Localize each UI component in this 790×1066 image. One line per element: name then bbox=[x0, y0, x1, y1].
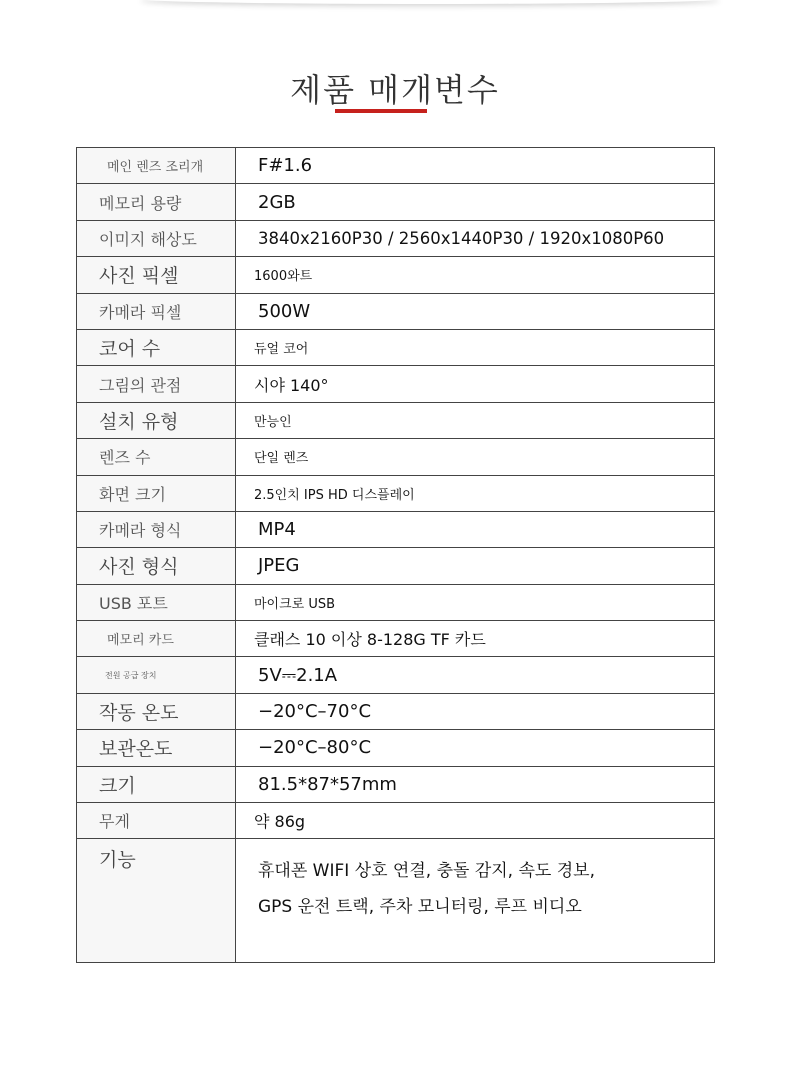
table-row bbox=[77, 584, 715, 620]
table-row bbox=[77, 184, 715, 220]
spec-label: 사진 픽셀 bbox=[77, 257, 236, 293]
table-row bbox=[77, 329, 715, 365]
spec-value: 1600와트 bbox=[236, 257, 715, 293]
spec-label: 이미지 해상도 bbox=[77, 220, 236, 256]
table-row bbox=[77, 439, 715, 475]
spec-value: −20°C–80°C bbox=[236, 730, 715, 766]
table-row bbox=[77, 220, 715, 256]
spec-value: −20°C–70°C bbox=[236, 693, 715, 729]
spec-value: MP4 bbox=[236, 511, 715, 547]
table-row bbox=[77, 693, 715, 729]
spec-label: USB 포트 bbox=[77, 584, 236, 620]
spec-value: 듀얼 코어 bbox=[236, 329, 715, 365]
spec-value: F#1.6 bbox=[236, 148, 715, 184]
spec-label: 메모리 카드 bbox=[77, 621, 236, 657]
spec-label: 메인 렌즈 조리개 bbox=[77, 148, 236, 184]
spec-value: 81.5*87*57mm bbox=[236, 766, 715, 802]
table-row bbox=[77, 511, 715, 547]
spec-value: 약 86g bbox=[236, 803, 715, 839]
spec-value: 마이크로 USB bbox=[236, 584, 715, 620]
table-row bbox=[77, 730, 715, 766]
spec-value: 시야 140° bbox=[236, 366, 715, 402]
table-row bbox=[77, 366, 715, 402]
spec-label: 설치 유형 bbox=[77, 402, 236, 438]
spec-label: 크기 bbox=[77, 766, 236, 802]
table-row bbox=[77, 621, 715, 657]
table-row bbox=[77, 293, 715, 329]
features-line-2: GPS 운전 트랙, 주차 모니터링, 루프 비디오 bbox=[258, 897, 582, 918]
spec-label: 그림의 관점 bbox=[77, 366, 236, 402]
spec-value: 클래스 10 이상 8-128G TF 카드 bbox=[236, 621, 715, 657]
spec-value: 5V⎓2.1A bbox=[236, 657, 715, 693]
spec-label: 카메라 형식 bbox=[77, 511, 236, 547]
spec-label: 보관온도 bbox=[77, 730, 236, 766]
spec-value: 단일 렌즈 bbox=[236, 439, 715, 475]
table-row bbox=[77, 657, 715, 693]
spec-table bbox=[76, 147, 715, 963]
features-label: 기능 bbox=[77, 839, 236, 963]
title-underline bbox=[335, 109, 427, 113]
spec-label: 코어 수 bbox=[77, 329, 236, 365]
spec-label: 작동 온도 bbox=[77, 693, 236, 729]
spec-label: 무게 bbox=[77, 803, 236, 839]
table-row bbox=[77, 803, 715, 839]
spec-label: 카메라 픽셀 bbox=[77, 293, 236, 329]
features-line-1: 휴대폰 WIFI 상호 연결, 충돌 감지, 속도 경보, bbox=[258, 861, 595, 882]
spec-label: 사진 형식 bbox=[77, 548, 236, 584]
spec-value: 500W bbox=[236, 293, 715, 329]
spec-value: 2.5인치 IPS HD 디스플레이 bbox=[236, 475, 715, 511]
table-row bbox=[77, 402, 715, 438]
table-row bbox=[77, 548, 715, 584]
spec-value: JPEG bbox=[236, 548, 715, 584]
table-row bbox=[77, 257, 715, 293]
features-row bbox=[77, 839, 715, 963]
spec-value: 3840x2160P30 / 2560x1440P30 / 1920x1080P60 bbox=[236, 220, 715, 256]
page-title: 제품 매개변수 bbox=[290, 71, 500, 110]
table-row bbox=[77, 766, 715, 802]
table-row bbox=[77, 148, 715, 184]
spec-value: 만능인 bbox=[236, 402, 715, 438]
spec-label: 메모리 용량 bbox=[77, 184, 236, 220]
spec-label: 렌즈 수 bbox=[77, 439, 236, 475]
spec-label: 전원 공급 장치 bbox=[77, 657, 236, 693]
spec-value: 2GB bbox=[236, 184, 715, 220]
features-value bbox=[236, 839, 715, 963]
top-decoration bbox=[140, 0, 720, 4]
table-row bbox=[77, 475, 715, 511]
spec-label: 화면 크기 bbox=[77, 475, 236, 511]
